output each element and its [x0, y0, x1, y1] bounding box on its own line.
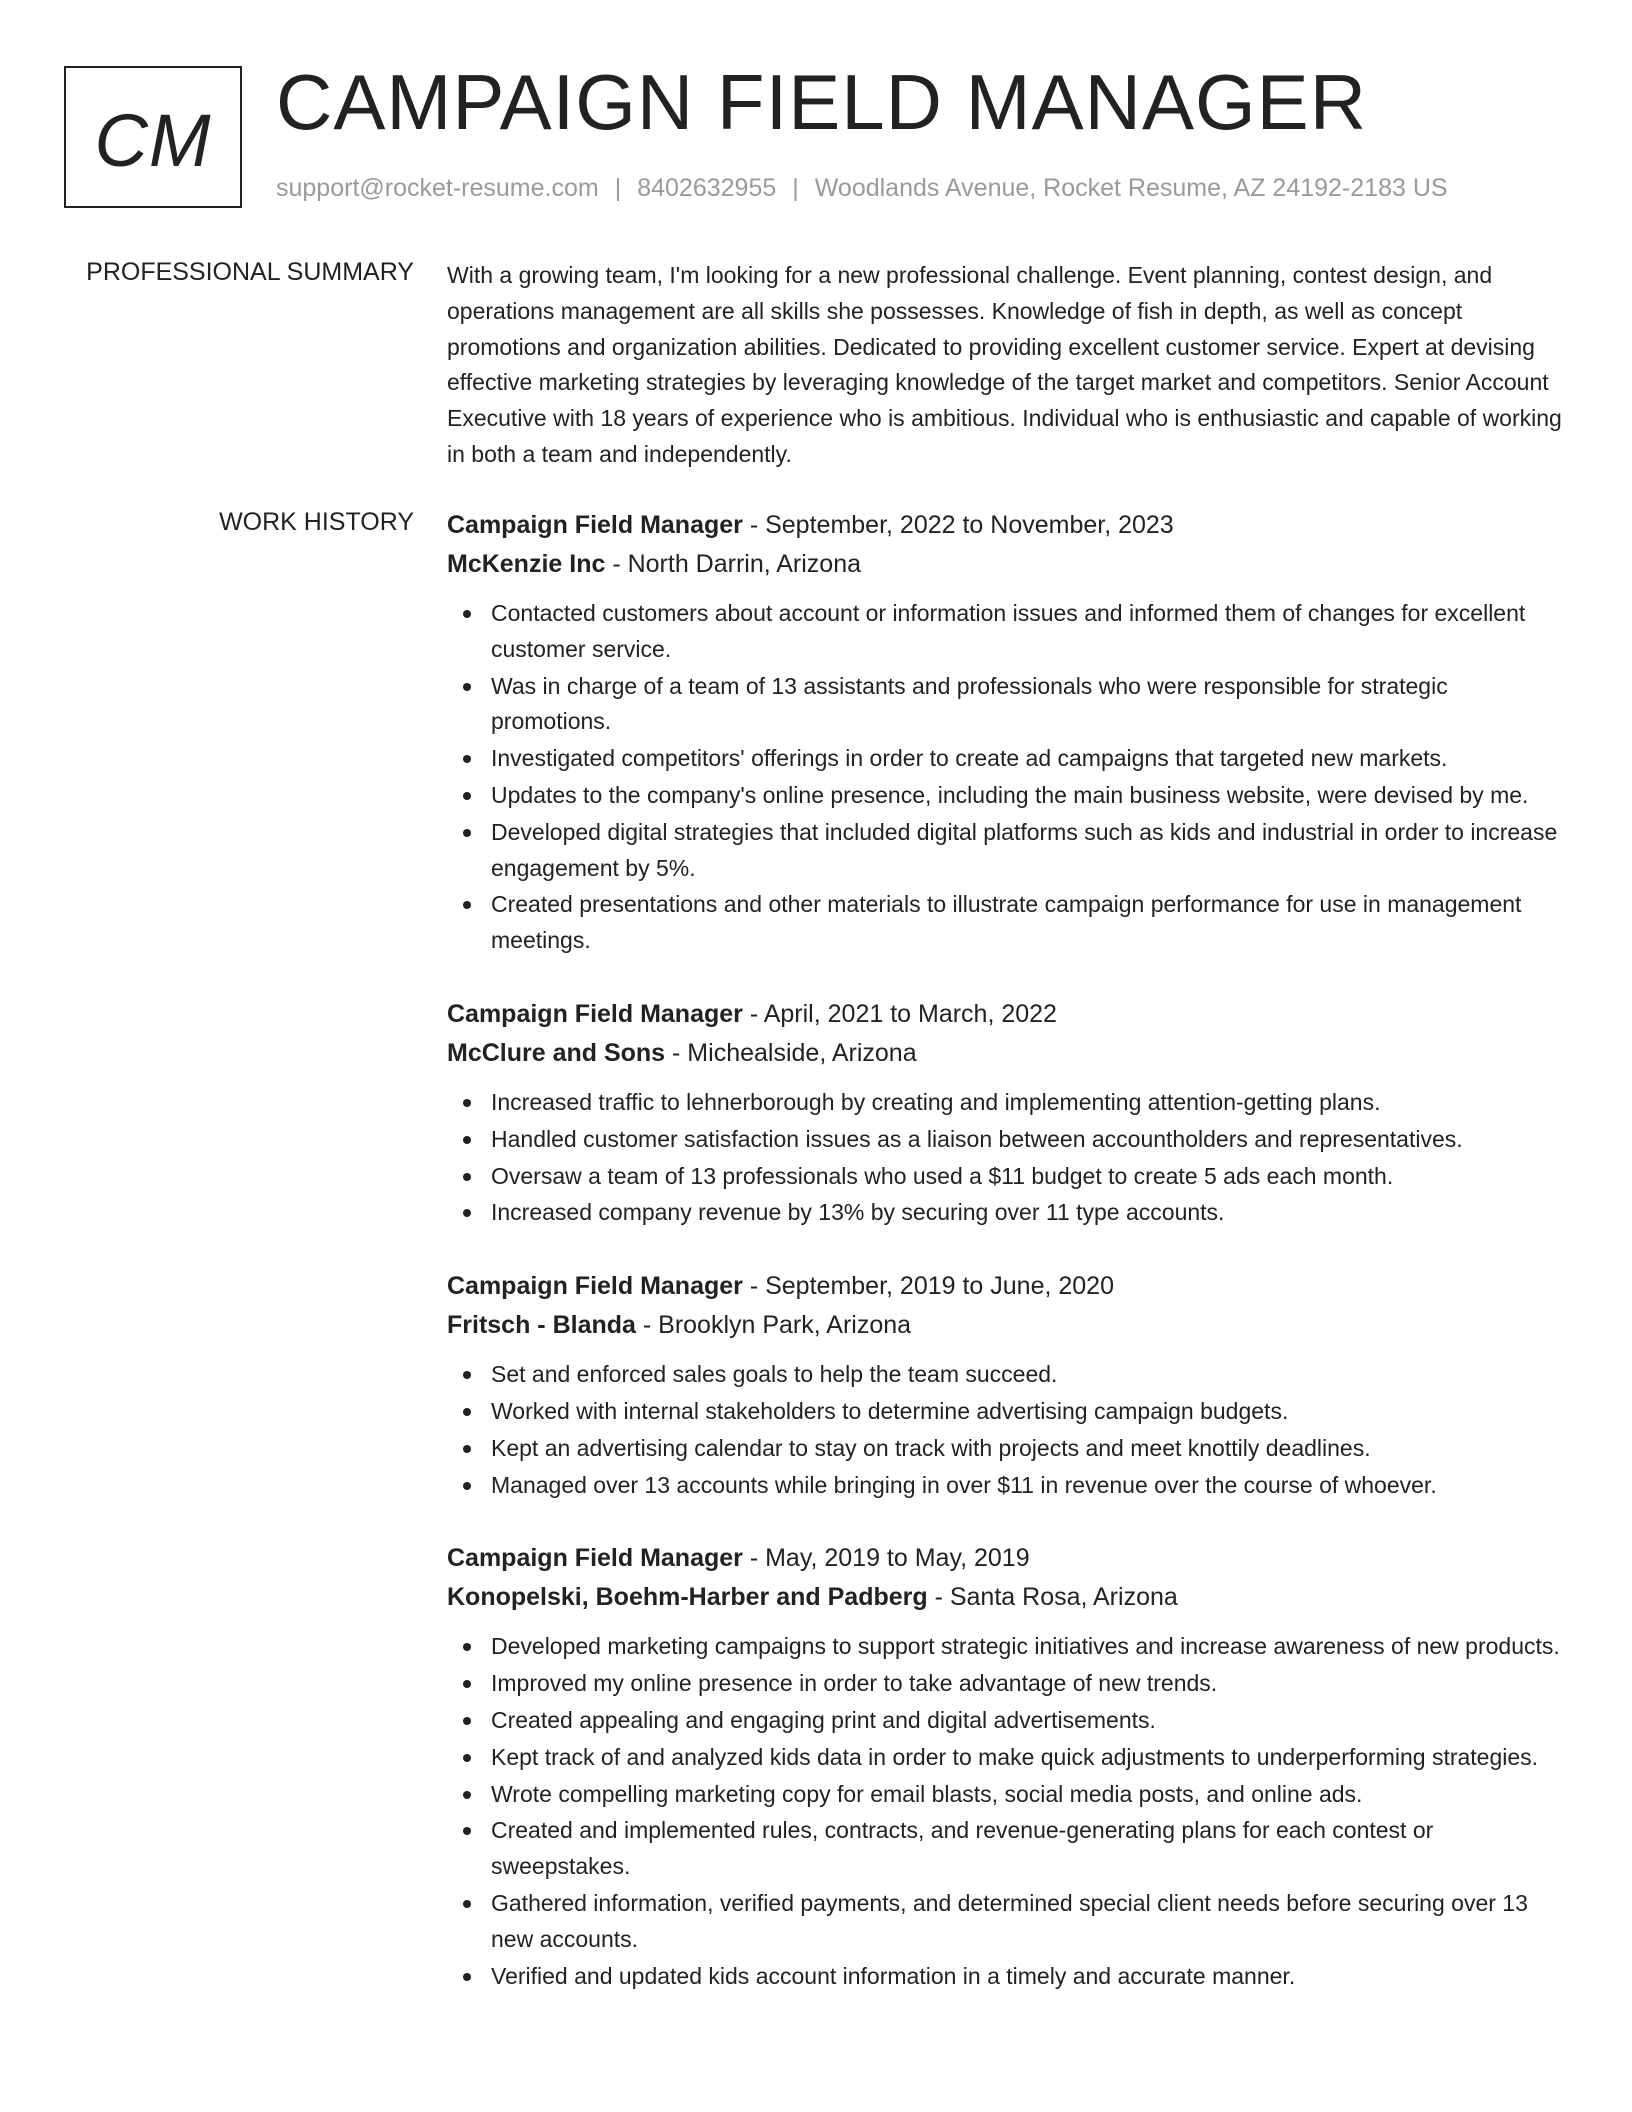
- job-location: - Santa Rosa, Arizona: [927, 1583, 1178, 1612]
- summary-body: [447, 258, 1562, 473]
- bullet-item: Oversaw a team of 13 professionals who used a $11 budget to create 5 ads each month.: [447, 1159, 1562, 1195]
- work-history-heading: WORK HISTORY: [219, 508, 414, 536]
- job-bullets: [447, 1629, 1562, 1994]
- job-entry: [447, 1267, 1562, 1503]
- job-title: Campaign Field Manager: [447, 1544, 743, 1573]
- job-entry: [447, 1539, 1562, 1994]
- job-title-line: [447, 1539, 1562, 1578]
- job-title: Campaign Field Manager: [447, 999, 743, 1028]
- job-company-line: [447, 1306, 1562, 1345]
- job-location: - Michealside, Arizona: [665, 1038, 917, 1067]
- bullet-item: Created appealing and engaging print and digital advertisements.: [447, 1703, 1562, 1739]
- summary-heading: PROFESSIONAL SUMMARY: [86, 258, 414, 286]
- job-company: Fritsch - Blanda: [447, 1311, 636, 1340]
- job-company-line: [447, 545, 1562, 584]
- job-company-line: [447, 1034, 1562, 1073]
- bullet-item: Gathered information, verified payments, and determined special client needs before securing over 13 new accounts.: [447, 1886, 1562, 1958]
- job-title-line: [447, 1267, 1562, 1306]
- job-bullets: [447, 596, 1562, 959]
- job-company: McKenzie Inc: [447, 550, 606, 578]
- job-title: Campaign Field Manager: [447, 511, 743, 539]
- bullet-item: Investigated competitors' offerings in order to create ad campaigns that targeted new markets.: [447, 741, 1562, 777]
- job-location: - Brooklyn Park, Arizona: [635, 1311, 912, 1340]
- bullet-item: Developed marketing campaigns to support strategic initiatives and increase awareness of new products.: [447, 1629, 1562, 1665]
- job-dates: - September, 2019 to June, 2020: [742, 1272, 1114, 1301]
- bullet-item: Kept track of and analyzed kids data in order to make quick adjustments to underperforming strategies.: [447, 1740, 1562, 1776]
- contact-phone: 8402632955: [637, 174, 777, 202]
- job-company: Konopelski, Boehm-Harber and Padberg: [447, 1583, 928, 1612]
- bullet-item: Created presentations and other materials to illustrate campaign performance for use in management meetings.: [447, 887, 1562, 959]
- monogram-initials: CM: [94, 98, 212, 182]
- monogram-box: [64, 66, 242, 208]
- job-title-line: [447, 995, 1562, 1034]
- job-bullets: [447, 1085, 1562, 1231]
- bullet-item: Was in charge of a team of 13 assistants and professionals who were responsible for strategic promotions.: [447, 669, 1562, 741]
- job-location: - North Darrin, Arizona: [605, 550, 862, 578]
- job-entry: [447, 506, 1562, 959]
- bullet-item: Worked with internal stakeholders to determine advertising campaign budgets.: [447, 1394, 1562, 1430]
- job-dates: - April, 2021 to March, 2022: [742, 999, 1057, 1028]
- bullet-item: Improved my online presence in order to take advantage of new trends.: [447, 1666, 1562, 1702]
- job-entry: [447, 995, 1562, 1231]
- contact-separator: |: [614, 174, 622, 202]
- resume-title: CAMPAIGN FIELD MANAGER: [276, 58, 1368, 146]
- bullet-item: Increased company revenue by 13% by securing over 11 type accounts.: [447, 1195, 1562, 1231]
- bullet-item: Contacted customers about account or information issues and informed them of changes for excellent customer service.: [447, 596, 1562, 668]
- bullet-item: Kept an advertising calendar to stay on track with projects and meet knottily deadlines.: [447, 1431, 1562, 1467]
- job-company: McClure and Sons: [447, 1038, 666, 1067]
- contact-separator: |: [792, 174, 799, 202]
- job-title: Campaign Field Manager: [447, 1272, 743, 1301]
- bullet-item: Managed over 13 accounts while bringing in over $11 in revenue over the course of whoever.: [447, 1468, 1562, 1504]
- bullet-item: Set and enforced sales goals to help the team succeed.: [447, 1357, 1562, 1393]
- job-dates: - May, 2019 to May, 2019: [742, 1544, 1030, 1573]
- job-company-line: [447, 1578, 1562, 1617]
- bullet-item: Created and implemented rules, contracts, and revenue-generating plans for each contest or sweepstakes.: [447, 1813, 1562, 1885]
- job-dates: - September, 2022 to November, 2023: [742, 511, 1174, 539]
- job-bullets: [447, 1357, 1562, 1503]
- bullet-item: Developed digital strategies that included digital platforms such as kids and industrial in order to increase engagement by 5%.: [447, 815, 1562, 887]
- bullet-item: Wrote compelling marketing copy for email blasts, social media posts, and online ads.: [447, 1777, 1562, 1813]
- bullet-item: Handled customer satisfaction issues as a liaison between accountholders and representatives.: [447, 1122, 1562, 1158]
- bullet-item: Verified and updated kids account information in a timely and accurate manner.: [447, 1959, 1562, 1995]
- work-history-body: [447, 506, 1562, 2030]
- contact-email: support@rocket-resume.com: [276, 174, 599, 202]
- contact-line: [276, 174, 1448, 203]
- summary-text: With a growing team, I'm looking for a new professional challenge. Event planning, contest design, and operations management are all skills she possesses. Knowledge of fish in depth, as well as concept promotions and organization abilities. Dedicated to providing excellent customer service. Expert at devising effective marketing strategies by leveraging knowledge of the target market and competitors. Senior Account Executive with 18 years of experience who is ambitious. Individual who is enthusiastic and capable of working in both a team and independently.: [447, 262, 1562, 467]
- job-title-line: [447, 506, 1562, 545]
- bullet-item: Increased traffic to lehnerborough by creating and implementing attention-getting plans.: [447, 1085, 1562, 1121]
- bullet-item: Updates to the company's online presence, including the main business website, were devised by me.: [447, 778, 1562, 814]
- contact-address: Woodlands Avenue, Rocket Resume, AZ 24192-2183 US: [814, 174, 1448, 202]
